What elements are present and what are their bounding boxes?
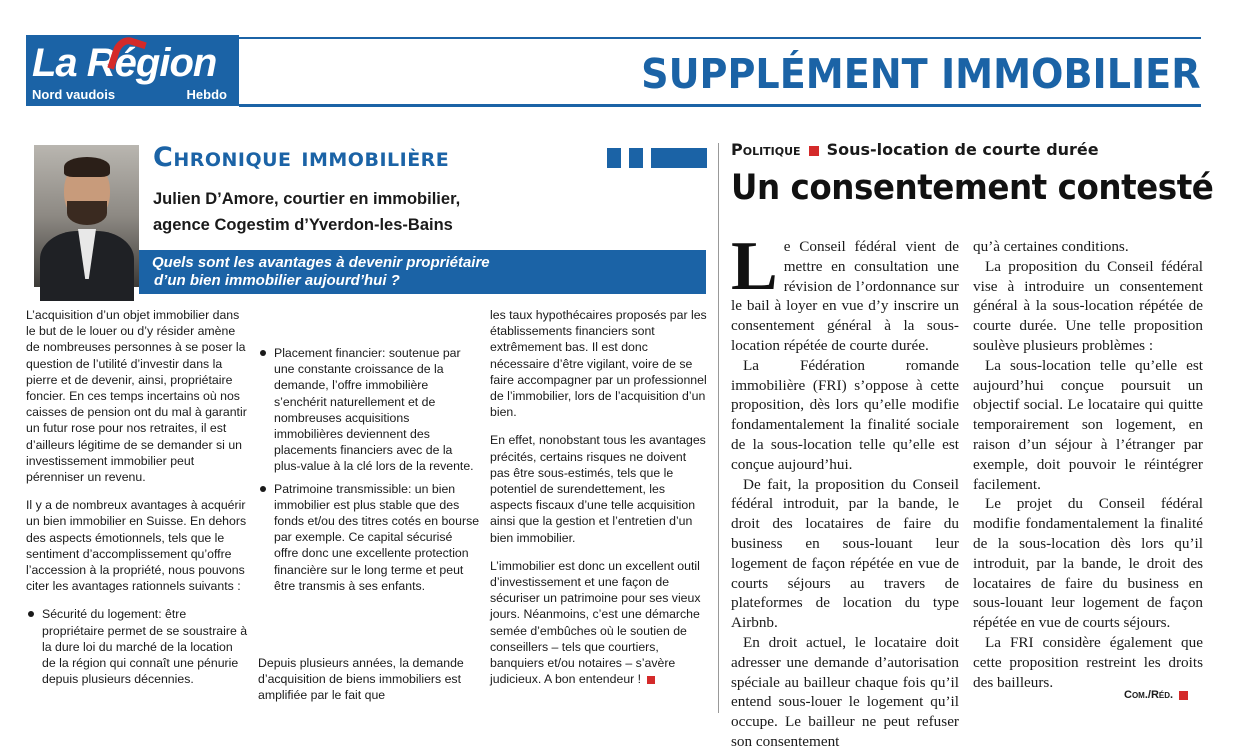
- article-paragraph: qu’à certaines conditions.: [973, 238, 1129, 255]
- kicker-section: Politique: [731, 140, 801, 159]
- article-headline: Un consentement contesté: [731, 168, 1214, 208]
- article-paragraph: La Fédération romande immobilière (FRI) s’oppose à cette proposition, dès lors qu’elle modifie fondamentalement la finalité sociale de la sous-location telle qu’elle est conçue aujourd’hui.: [731, 356, 959, 473]
- bullet-item-securite: Sécurité du logement: être propriétaire permet de se soustraire à la dure loi du marché de la location de la région qui connaît une pénurie depuis plusieurs décennies.: [26, 606, 248, 666]
- chronique-title: Chronique immobilière: [153, 142, 450, 173]
- author-photo: [34, 145, 139, 287]
- article-paragraph: Le projet du Conseil fédéral modifie fondamentalement la finalité de la sous-location dès lors qu’il introduit, par la bande, le droit des locataires de faire du business en sous-louant leur logement de façon répétée en vue de courts séjours.: [973, 495, 1203, 632]
- end-mark-icon: [647, 676, 655, 684]
- newspaper-logo: [26, 35, 239, 106]
- dropcap: L: [731, 228, 778, 305]
- chronique-column-3: [490, 307, 708, 699]
- article-signature: Com./Réd.: [1124, 689, 1188, 701]
- kicker-topic: Sous-location de courte durée: [826, 140, 1099, 159]
- chronique-paragraph: L’acquisition d’un objet immobilier dans le but de le louer ou d’y résider amène de nombreuses personnes à se poser la question de l’utilité d’investir dans la pierre et de devenir, ainsi, propriétaire foncier. En ces temps incertains où nos caisses de pension ont du mal à garantir un futur rose pour nos retraites, il est d’ailleurs légitime de se demander si un investissement immobilier peut pérenniser un revenu.: [26, 308, 247, 485]
- article-paragraph: La FRI considère également que cette proposition restreint les droits des bailleurs.: [973, 633, 1203, 691]
- logo-word: La Région: [32, 41, 217, 85]
- question-line-2: d’un bien immobilier aujourd’hui ?: [154, 272, 400, 289]
- author-line-1: Julien D’Amore, courtier en immobilier,: [153, 190, 461, 208]
- header-rule-bottom: [239, 104, 1201, 107]
- chronique-paragraph: Depuis plusieurs années, la demande d’acquisition de biens immobiliers est amplifiée par le fait que: [258, 656, 464, 703]
- chronique-paragraph: L’immobilier est donc un excellent outil d’investissement et une façon de sécuriser un patrimoine pour ses vieux jours. Néanmoins, c’est une démarche semée d’embûches où le soutien de conseillers – tels que courtiers, banquiers et/ou notaires – s’avère judicieux. A bon entendeur !: [490, 558, 701, 687]
- logo-subtitle-edition: Hebdo: [186, 87, 227, 102]
- bullet-item-patrimoine: Patrimoine transmissible: un bien immobilier est plus stable que des fonds et/ou des titres cotés en bourse par exemple. Ce capital sécurisé offre donc une excellente protection financière sur le long terme et peut être transmis à ses enfants.: [258, 481, 480, 594]
- article-paragraph: La proposition du Conseil fédéral vise à introduire un consentement général à la sous-location répétée de courte durée. Une telle proposition soulève plusieurs problèmes :: [973, 257, 1203, 354]
- column-divider: [718, 143, 719, 713]
- chronique-paragraph: les taux hypothécaires proposés par les établissements financiers sont extrêmement bas. Il est donc nécessaire d’être vigilant, voire de se faire accompagner par un professionnel de l’immobilier, lors de l’acquisition d’un bien.: [490, 308, 707, 420]
- chronique-paragraph: Il y a de nombreux avantages à acquérir un bien immobilier en Suisse. En dehors des aspects émotionnels, tels que le sentiment d’accomplissement qu’offre l’accession à la propriété, nous pouvons citer les avantages rationnels suivants :: [26, 498, 247, 594]
- chronique-paragraph: En effet, nonobstant tous les avantages précités, certains risques ne doivent pas être sous-estimés, tels que le potentiel de surendettement, les aspects fiscaux d’une telle acquisition ainsi que la gestion et l’entretien d’un bien immobilier.: [490, 433, 706, 545]
- article-column-2: [973, 237, 1203, 692]
- article-paragraph: La sous-location telle qu’elle est aujourd’hui conçue poursuit un objectif social. Le locataire qui quitte temporairement son logement, en raison d’un séjour à l’étranger par exemple, doit pouvoir le réintégrer facilement.: [973, 356, 1203, 493]
- chronique-column-1: [26, 307, 248, 687]
- article-column-1: [731, 228, 959, 752]
- article-paragraph: De fait, la proposition du Conseil fédéral introduit, par la bande, le droit des locataires de faire du business en sous-louant leur logement de façon répétée en vue de courts séjours au travers de plateformes de location du type Airbnb.: [731, 475, 959, 632]
- author-credit: [153, 186, 460, 238]
- bullet-item-placement: Placement financier: soutenue par une constante croissance de la demande, l’offre immobilière s’enchérit naturellement et de nombreuses acquisitions immobilières deviennent des placements financiers avec de la plus-value à la clé lors de la revente.: [258, 345, 480, 475]
- header-rule-top: [239, 37, 1201, 39]
- kicker-square-icon: [809, 146, 819, 156]
- article-paragraph: Le Conseil fédéral vient de mettre en consultation une révision de l’ordonnance sur le bail à loyer en vue d’y inscrire un consentement général à la sous-location répétée de courte durée.: [731, 228, 959, 354]
- article-paragraph: En droit actuel, le locataire doit adresser une demande d’autorisation spéciale au bailleur chaque fois qu’il entend sous-louer le logement qu’il occupe. Le bailleur ne peut refuser son consentement: [731, 633, 959, 750]
- question-line-1: Quels sont les avantages à devenir propriétaire: [152, 254, 490, 271]
- author-line-2: agence Cogestim d’Yverdon-les-Bains: [153, 216, 453, 234]
- logo-subtitle-region: Nord vaudois: [32, 87, 116, 102]
- end-mark-icon: [1179, 691, 1188, 700]
- decorative-squares-icon: [607, 148, 707, 168]
- article-kicker: [731, 140, 1099, 159]
- supplement-title: SUPPLÉMENT IMMOBILIER: [641, 50, 1201, 98]
- chronique-column-2: [258, 307, 480, 703]
- question-text: [152, 254, 490, 290]
